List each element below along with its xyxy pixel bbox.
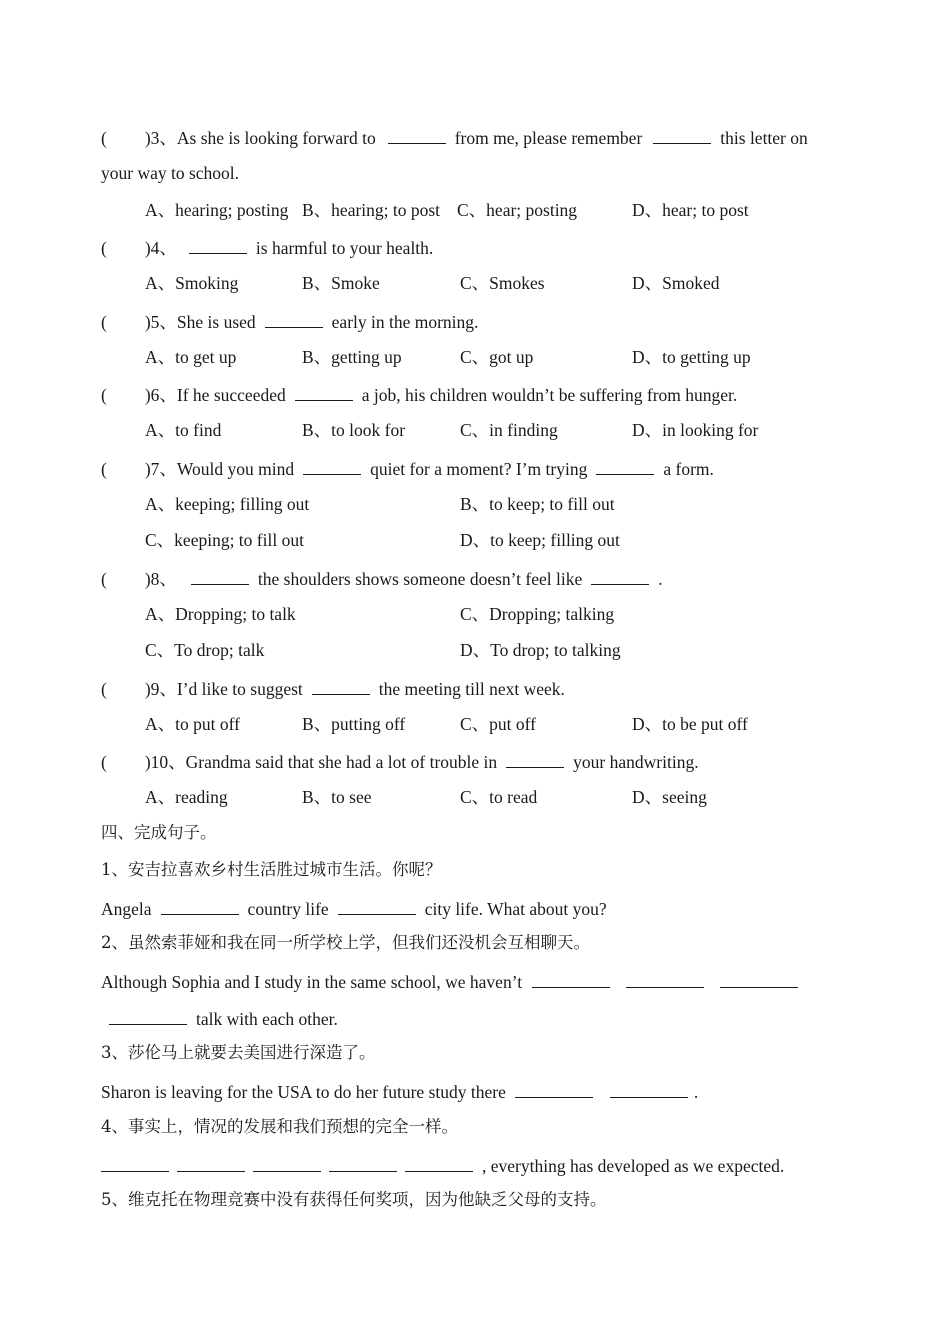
- question-text: a form.: [663, 459, 714, 479]
- option-a[interactable]: A、hearing; posting: [145, 200, 289, 220]
- question-number: 9: [150, 679, 160, 699]
- option-b[interactable]: B、putting off: [302, 714, 406, 734]
- translation-prompt-1: 1、安吉拉喜欢乡村生活胜过城市生活。你呢？: [101, 860, 442, 879]
- answer-blank[interactable]: [515, 1082, 593, 1098]
- sentence-text: talk with each other.: [196, 1009, 338, 1029]
- answer-blank[interactable]: [591, 569, 649, 585]
- option-b[interactable]: B、hearing; to post: [302, 200, 441, 220]
- question-text: early in the morning.: [331, 312, 479, 332]
- translation-answer-4: [101, 1156, 784, 1176]
- question-6: ( )6、If he succeeded a job, his children wouldn’t be suffering from hunger.: [101, 385, 738, 405]
- question-number: 6: [150, 385, 160, 405]
- option-a[interactable]: A、keeping; filling out: [145, 494, 310, 514]
- answer-blank[interactable]: [338, 899, 416, 915]
- translation-answer-3: [101, 1082, 698, 1102]
- option-c[interactable]: C、got up: [460, 347, 534, 367]
- question-text: a job, his children wouldn’t be suffering from hunger.: [361, 385, 738, 405]
- translation-prompt-3: 3、莎伦马上就要去美国进行深造了。: [101, 1043, 376, 1062]
- answer-blank[interactable]: [626, 972, 704, 988]
- option-a[interactable]: A、reading: [145, 787, 228, 807]
- answer-blank[interactable]: [596, 459, 654, 475]
- option-c[interactable]: C、to read: [460, 787, 538, 807]
- translation-answer-2: [101, 972, 798, 992]
- option-d[interactable]: D、to be put off: [632, 714, 748, 734]
- question-number: 8: [150, 569, 160, 589]
- answer-blank[interactable]: [610, 1082, 688, 1098]
- sentence-text: Although Sophia and I study in the same school, we haven’t: [101, 972, 523, 992]
- question-text: quiet for a moment? I’m trying: [370, 459, 588, 479]
- question-5: ( )5、She is used early in the morning.: [101, 312, 479, 332]
- question-text: If he succeeded: [176, 385, 286, 405]
- question-text: the meeting till next week.: [378, 679, 565, 699]
- option-a[interactable]: A、Dropping; to talk: [145, 604, 296, 624]
- question-9: ( )9、I’d like to suggest the meeting till next week.: [101, 679, 565, 699]
- option-d[interactable]: D、Smoked: [632, 273, 720, 293]
- translation-prompt-5: 5、维克托在物理竞赛中没有获得任何奖项，因为他缺乏父母的支持。: [101, 1190, 607, 1209]
- option-d[interactable]: D、To drop; to talking: [460, 640, 621, 660]
- option-b[interactable]: B、to look for: [302, 420, 406, 440]
- question-text: She is used: [176, 312, 256, 332]
- option-c[interactable]: C、keeping; to fill out: [145, 530, 304, 550]
- option-d[interactable]: D、to getting up: [632, 347, 751, 367]
- section-heading: 四、完成句子。: [101, 823, 217, 842]
- question-3: ( )3、As she is looking forward to from me, please remember this letter on: [101, 128, 808, 148]
- answer-blank[interactable]: [177, 1156, 245, 1172]
- sentence-text: city life. What about you?: [424, 899, 607, 919]
- question-text: Grandma said that she had a lot of trouble in: [185, 752, 498, 772]
- question-7: ( )7、Would you mind quiet for a moment? I’m trying a form.: [101, 459, 714, 479]
- question-number: 7: [150, 459, 160, 479]
- question-continuation: your way to school.: [101, 163, 240, 183]
- option-b[interactable]: B、getting up: [302, 347, 402, 367]
- option-c[interactable]: C、put off: [460, 714, 536, 734]
- option-c[interactable]: C、To drop; talk: [145, 640, 265, 660]
- question-4: ( )4、 is harmful to your health.: [101, 238, 434, 258]
- sentence-text: Sharon is leaving for the USA to do her future study there: [101, 1082, 506, 1102]
- option-b[interactable]: B、to see: [302, 787, 372, 807]
- sentence-text: Angela: [101, 899, 152, 919]
- question-number: 4: [150, 238, 160, 258]
- question-number: 10: [150, 752, 169, 772]
- translation-prompt-2: 2、虽然索菲娅和我在同一所学校上学，但我们还没机会互相聊天。: [101, 933, 590, 952]
- question-text: .: [658, 569, 663, 589]
- question-text: this letter on: [720, 128, 808, 148]
- option-c[interactable]: C、in finding: [460, 420, 558, 440]
- answer-blank[interactable]: [720, 972, 798, 988]
- question-number: 3: [150, 128, 160, 148]
- answer-blank[interactable]: [506, 752, 564, 768]
- option-a[interactable]: A、to find: [145, 420, 222, 440]
- sentence-text: country life: [247, 899, 329, 919]
- answer-blank[interactable]: [329, 1156, 397, 1172]
- answer-blank[interactable]: [312, 679, 370, 695]
- option-c[interactable]: C、Smokes: [460, 273, 545, 293]
- question-text: As she is looking forward to: [176, 128, 376, 148]
- option-a[interactable]: A、to get up: [145, 347, 237, 367]
- option-c[interactable]: C、hear; posting: [457, 200, 578, 220]
- sentence-text: .: [693, 1082, 699, 1102]
- answer-blank[interactable]: [253, 1156, 321, 1172]
- question-text: I’d like to suggest: [176, 679, 303, 699]
- question-text: the shoulders shows someone doesn’t feel like: [257, 569, 583, 589]
- answer-blank[interactable]: [303, 459, 361, 475]
- sentence-text: , everything has developed as we expected.: [482, 1156, 785, 1176]
- question-8: ( )8、 the shoulders shows someone doesn’t feel like .: [101, 569, 663, 589]
- option-b[interactable]: C、Dropping; talking: [460, 604, 615, 624]
- question-text: Would you mind: [176, 459, 295, 479]
- option-d[interactable]: D、hear; to post: [632, 200, 749, 220]
- option-a[interactable]: A、Smoking: [145, 273, 239, 293]
- question-text: your handwriting.: [573, 752, 699, 772]
- answer-blank[interactable]: [532, 972, 610, 988]
- answer-blank[interactable]: [388, 128, 446, 144]
- answer-blank[interactable]: [161, 899, 239, 915]
- question-text: is harmful to your health.: [255, 238, 434, 258]
- option-a[interactable]: A、to put off: [145, 714, 240, 734]
- answer-blank[interactable]: [405, 1156, 473, 1172]
- option-d[interactable]: D、to keep; filling out: [460, 530, 620, 550]
- option-d[interactable]: D、in looking for: [632, 420, 759, 440]
- answer-blank[interactable]: [653, 128, 711, 144]
- answer-blank[interactable]: [109, 1009, 187, 1025]
- answer-blank[interactable]: [265, 312, 323, 328]
- answer-blank[interactable]: [191, 569, 249, 585]
- answer-blank[interactable]: [189, 238, 247, 254]
- option-d[interactable]: D、seeing: [632, 787, 707, 807]
- question-number: 5: [150, 312, 160, 332]
- option-b[interactable]: B、to keep; to fill out: [460, 494, 615, 514]
- answer-blank[interactable]: [101, 1156, 169, 1172]
- translation-answer-1: [101, 899, 607, 919]
- answer-blank[interactable]: [295, 385, 353, 401]
- translation-answer-2-cont: [109, 1009, 338, 1029]
- option-b[interactable]: B、Smoke: [302, 273, 380, 293]
- translation-prompt-4: 4、事实上，情况的发展和我们预想的完全一样。: [101, 1117, 458, 1136]
- question-10: ( )10、Grandma said that she had a lot of trouble in your handwriting.: [101, 752, 699, 772]
- question-text: from me, please remember: [454, 128, 643, 148]
